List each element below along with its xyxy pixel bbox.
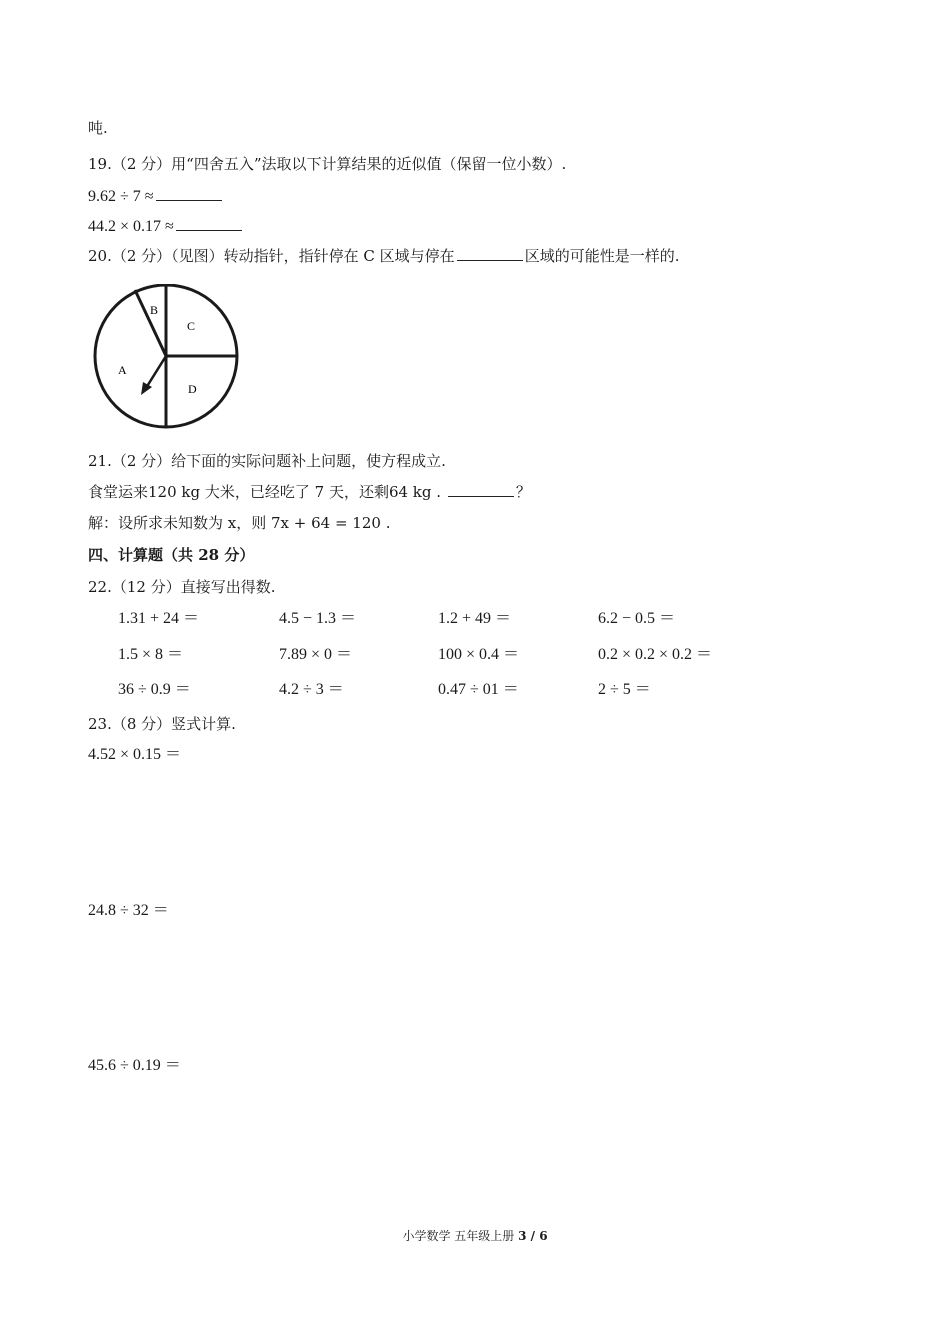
section-4-heading: 四、计算题（共 28 分） bbox=[88, 546, 255, 564]
region-label-d: D bbox=[188, 382, 197, 396]
question-mark: ？ bbox=[515, 483, 531, 501]
region-label-b: B bbox=[150, 303, 159, 317]
question-23-a: 4.52 × 0.15 ＝ bbox=[88, 746, 182, 763]
question-20-text-b: 区域的可能性是一样的. bbox=[524, 247, 680, 265]
question-23-b: 24.8 ÷ 32 ＝ bbox=[88, 902, 169, 919]
calc-item: 1.2 + 49 ＝ bbox=[438, 610, 512, 627]
region-label-a: A bbox=[118, 363, 127, 377]
answer-blank bbox=[457, 246, 523, 261]
question-19-b bbox=[88, 216, 244, 237]
calc-item: 7.89 × 0 ＝ bbox=[279, 646, 353, 663]
calc-item: 36 ÷ 0.9 ＝ bbox=[118, 681, 191, 698]
calc-item: 4.2 ÷ 3 ＝ bbox=[279, 681, 344, 698]
calc-item: 1.31 + 24 ＝ bbox=[118, 610, 200, 627]
spinner-pointer bbox=[146, 356, 166, 388]
question-19: 19.（2 分）用“四舍五入”法取以下计算结果的近似值（保留一位小数）. bbox=[88, 155, 567, 173]
answer-blank bbox=[448, 482, 514, 497]
question-21-problem-text: 食堂运来120 kg 大米，已经吃了 7 天，还剩64 kg . bbox=[88, 483, 442, 501]
question-20-text-a: 20.（2 分）（见图）转动指针，指针停在 C 区域与停在 bbox=[88, 247, 455, 265]
calc-item: 6.2 − 0.5 ＝ bbox=[598, 610, 676, 627]
answer-blank bbox=[156, 186, 222, 201]
question-20 bbox=[88, 246, 679, 266]
spinner-divider-b bbox=[135, 290, 166, 356]
question-19-a bbox=[88, 186, 224, 207]
page-number: 3 / 6 bbox=[518, 1229, 548, 1243]
question-21-problem bbox=[88, 482, 531, 502]
calc-item: 0.2 × 0.2 × 0.2 ＝ bbox=[598, 646, 713, 663]
answer-blank bbox=[176, 216, 242, 231]
calc-item: 1.5 × 8 ＝ bbox=[118, 646, 184, 663]
calc-item: 2 ÷ 5 ＝ bbox=[598, 681, 651, 698]
question-21-solution: 解：设所求未知数为 x，则 7x + 64 = 120 . bbox=[88, 514, 391, 532]
spinner-diagram bbox=[91, 284, 241, 434]
text-line-continuation: 吨. bbox=[88, 119, 108, 137]
calc-item: 0.47 ÷ 01 ＝ bbox=[438, 681, 519, 698]
page-footer bbox=[0, 1228, 950, 1244]
region-label-c: C bbox=[187, 319, 196, 333]
question-19-a-expr: 9.62 ÷ 7 ≈ bbox=[88, 188, 154, 205]
calc-item: 4.5 − 1.3 ＝ bbox=[279, 610, 357, 627]
question-23-c: 45.6 ÷ 0.19 ＝ bbox=[88, 1057, 181, 1074]
question-22: 22.（12 分）直接写出得数. bbox=[88, 578, 276, 596]
question-23: 23.（8 分）竖式计算. bbox=[88, 715, 236, 733]
calc-item: 100 × 0.4 ＝ bbox=[438, 646, 520, 663]
question-21: 21.（2 分）给下面的实际问题补上问题，使方程成立. bbox=[88, 452, 446, 470]
question-19-b-expr: 44.2 × 0.17 ≈ bbox=[88, 218, 174, 235]
footer-text: 小学数学 五年级上册 bbox=[402, 1229, 515, 1243]
pointer-arrowhead-icon bbox=[141, 382, 152, 395]
